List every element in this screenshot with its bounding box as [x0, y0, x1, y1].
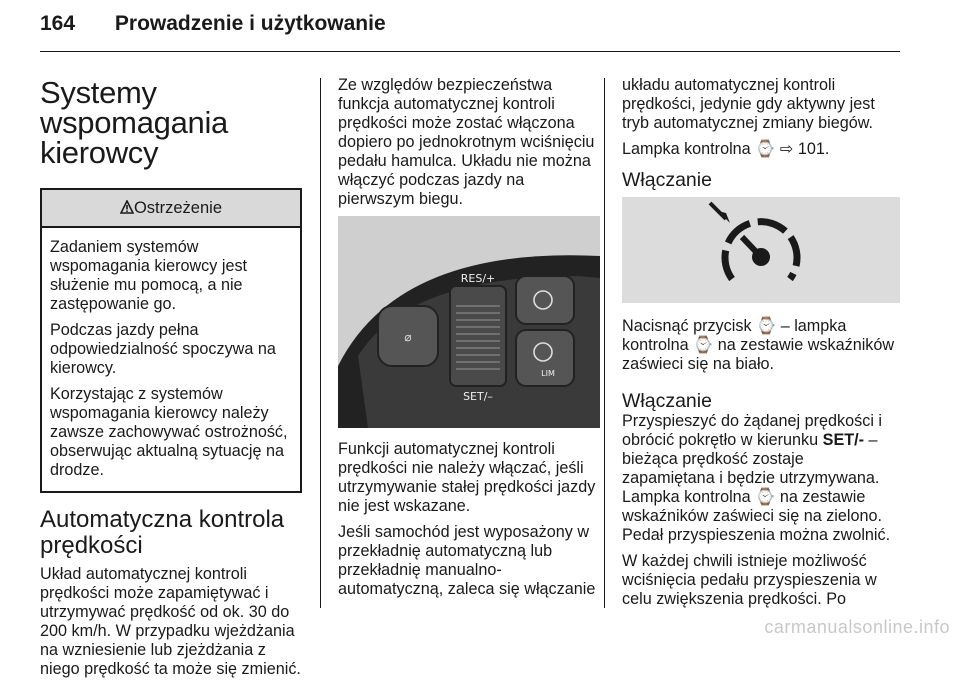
lamp-reference: Lampka kontrolna ⌚ ⇨ 101. [622, 140, 830, 158]
body-paragraph: W każdej chwili istnieje możliwość wciśnięcia pedału przyspieszenia w celu zwiększenia prędkości. Po [622, 552, 877, 608]
cruise-button-illustration [622, 197, 900, 303]
page-number: 164 [40, 12, 76, 35]
warning-header [42, 190, 300, 228]
warning-paragraph: Korzystając z systemów wspomagania kierowcy należy zawsze zachowywać ostrożność, obserwując aktualną sytuację na drodze. [50, 385, 288, 479]
column-divider [320, 78, 321, 608]
warning-paragraph: Zadaniem systemów wspomagania kierowcy jest służenie mu pomocą, a nie zastępowanie go. [50, 238, 248, 313]
body-paragraph: Przyspieszyć do żądanej prędkości i obrócić pokrętło w kierunku SET/- – bieżąca prędkość zostaje zapamiętana i będzie utrzymywana. Lampka kontrolna ⌚ na zestawie wskaźników zaświeci się na zielono. Pedał przyspieszenia można zwolnić. [622, 412, 891, 544]
set-label: SET/– [463, 390, 493, 403]
subsection-title: Automatyczna kontrola prędkości [40, 506, 285, 559]
warning-body [42, 228, 300, 491]
res-label: RES/+ [460, 272, 496, 285]
column-divider [604, 78, 605, 608]
body-paragraph: Ze względów bezpieczeństwa funkcja automatycznej kontroli prędkości może zostać włączona dopiero po jednokrotnym wciśnięciu pedału hamulca. Układu nie można włączyć podczas jazdy na pierwszym biegu. [338, 76, 595, 208]
set-key-label: SET/- [822, 431, 865, 449]
column-1 [40, 60, 302, 686]
steering-controls-illustration [338, 216, 600, 428]
lim-label: LIM [541, 369, 555, 378]
warning-box [40, 188, 302, 493]
svg-text:⌀: ⌀ [404, 330, 412, 344]
heading-activation: Włączanie [622, 169, 712, 191]
section-title: Systemy wspomagania kierowcy [40, 75, 228, 170]
header-rule [40, 51, 900, 52]
body-paragraph: układu automatycznej kontroli prędkości, jedynie gdy aktywny jest tryb automatycznej zmiany biegów. [622, 76, 875, 132]
page-reference-arrow-icon: ⇨ [779, 140, 794, 158]
heading-activation-2: Włączanie [622, 390, 712, 412]
body-paragraph: Funkcji automatycznej kontroli prędkości nie należy włączać, jeśli utrzymywanie stałej prędkości jazdy nie jest wskazane. [338, 440, 596, 515]
watermark: carmanualsonline.info [764, 617, 950, 637]
warning-title: Ostrzeżenie [133, 199, 223, 217]
warning-paragraph: Podczas jazdy pełna odpowiedzialność spoczywa na kierowcy. [50, 321, 276, 377]
column-3 [622, 76, 900, 616]
column-2 [338, 76, 600, 606]
cruise-control-button-icon [622, 197, 900, 303]
chapter-title: Prowadzenie i użytkowanie [114, 12, 386, 35]
warning-triangle-icon [120, 200, 134, 214]
cruise-control-lamp-icon: ⌚ [756, 317, 777, 335]
cruise-control-lamp-icon: ⌚ [755, 488, 776, 506]
cruise-control-lamp-icon: ⌚ [693, 336, 714, 354]
body-paragraph: Jeśli samochód jest wyposażony w przekładnię automatyczną lub przekładnię manualno-automatyczną, zaleca się włączanie [338, 523, 596, 598]
steering-wheel-controls-photo [338, 216, 600, 428]
page-header [40, 12, 386, 36]
cruise-control-lamp-icon: ⌚ [755, 140, 776, 158]
body-paragraph: Nacisnąć przycisk ⌚ – lampka kontrolna ⌚ na zestawie wskaźników zaświeci się na biało. [622, 317, 895, 373]
body-paragraph: Układ automatycznej kontroli prędkości może zapamiętywać i utrzymywać prędkość od ok. 30 do 200 km/h. W przypadku wjeżdżania na wzniesienie lub zjeżdżania z niego prędkość ta może się zmienić. [40, 565, 301, 678]
